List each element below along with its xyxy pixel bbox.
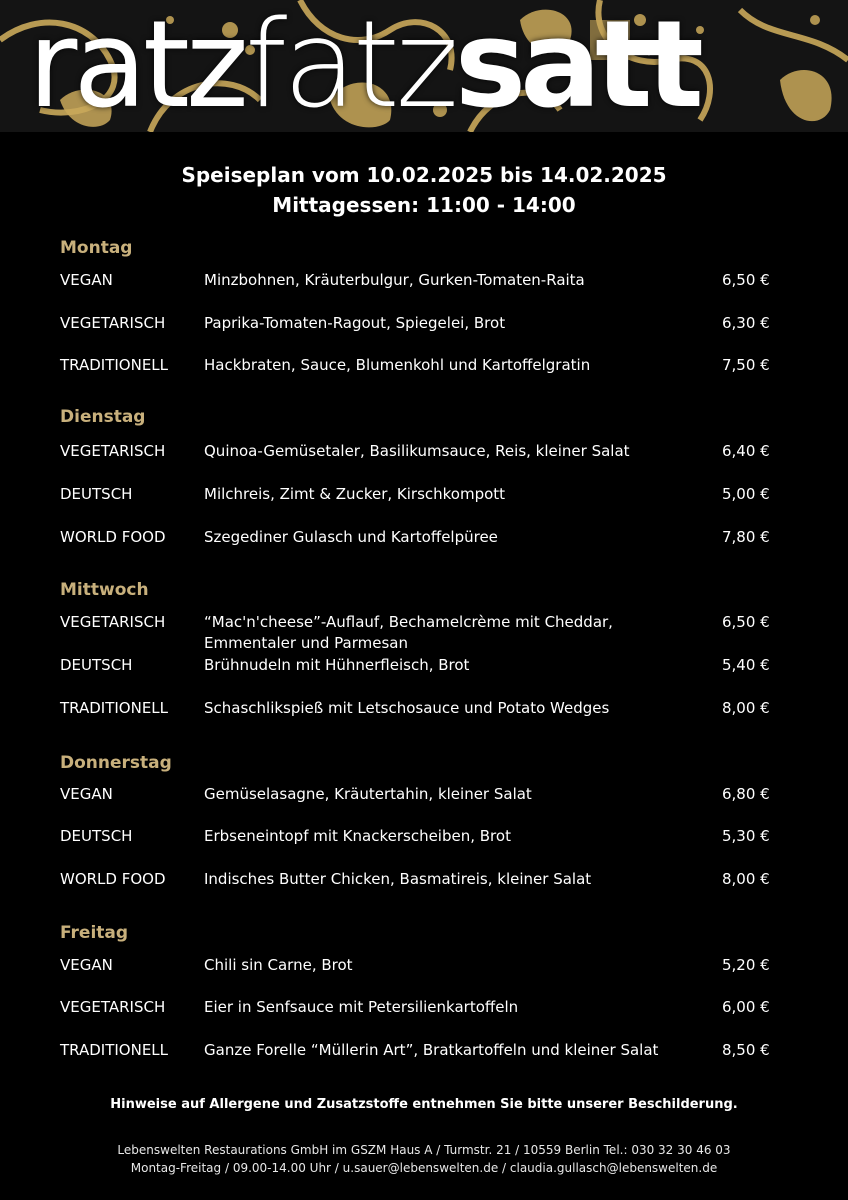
menu-price: 8,00 € [722,870,770,888]
menu-category: WORLD FOOD [60,528,166,546]
menu-category: VEGETARISCH [60,314,166,332]
menu-price: 6,50 € [722,613,770,631]
menu-price: 7,80 € [722,528,770,546]
menu-price: 8,50 € [722,1041,770,1059]
menu-dish: Quinoa-Gemüsetaler, Basilikumsauce, Reis, kleiner Salat [204,442,630,460]
menu-dish: Eier in Senfsauce mit Petersilienkartoffeln [204,998,519,1016]
menu-price: 6,00 € [722,998,770,1016]
menu-dish: Ganze Forelle “Müllerin Art”, Bratkartoffeln und kleiner Salat [204,1041,659,1059]
day-heading-freitag: Freitag [60,923,129,943]
menu-dish: Brühnudeln mit Hühnerfleisch, Brot [204,656,470,674]
menu-category: DEUTSCH [60,656,133,674]
menu-dish: Minzbohnen, Kräuterbulgur, Gurken-Tomaten-Raita [204,271,585,289]
logo-fatz: fatz [244,0,455,132]
allergen-notice: Hinweise auf Allergene und Zusatzstoffe entnehmen Sie bitte unserer Beschilderung. [110,1097,738,1112]
menu-price: 5,30 € [722,827,770,845]
header-banner [0,0,848,132]
menu-price: 6,50 € [722,271,770,289]
menu-category: VEGETARISCH [60,442,166,460]
footer-address: Lebenswelten Restaurations GmbH im GSZM Haus A / Turmstr. 21 / 10559 Berlin Tel.: 030 32 30 46 03 [117,1143,731,1157]
menu-category: VEGETARISCH [60,998,166,1016]
logo-ratz: ratz [28,0,245,132]
logo-satt: satt [454,0,698,132]
menu-dish: Erbseneintopf mit Knackerscheiben, Brot [204,827,511,845]
menu-category: VEGAN [60,785,113,803]
menu-dish: Milchreis, Zimt & Zucker, Kirschkompott [204,485,506,503]
menu-price: 6,30 € [722,314,770,332]
menu-subtitle: Mittagessen: 11:00 - 14:00 [272,193,576,217]
day-heading-montag: Montag [60,238,133,258]
menu-category: WORLD FOOD [60,870,166,888]
menu-category: TRADITIONELL [60,699,169,717]
menu-dish: Paprika-Tomaten-Ragout, Spiegelei, Brot [204,314,506,332]
menu-dish: Szegediner Gulasch und Kartoffelpüree [204,528,498,546]
menu-price: 5,40 € [722,656,770,674]
menu-category: TRADITIONELL [60,356,169,374]
menu-price: 8,00 € [722,699,770,717]
footer-contact: Montag-Freitag / 09.00-14.00 Uhr / u.sauer@lebenswelten.de / claudia.gullasch@lebenswelten.de [130,1161,718,1175]
day-heading-mittwoch: Mittwoch [60,580,149,600]
menu-category: VEGETARISCH [60,613,166,631]
brand-logo [28,2,698,130]
menu-price: 5,00 € [722,485,770,503]
menu-price: 5,20 € [722,956,770,974]
menu-category: VEGAN [60,956,113,974]
menu-category: DEUTSCH [60,827,133,845]
menu-dish: Schaschlikspieß mit Letschosauce und Potato Wedges [204,699,610,717]
menu-category: TRADITIONELL [60,1041,169,1059]
day-heading-dienstag: Dienstag [60,407,146,427]
menu-category: VEGAN [60,271,113,289]
menu-dish: Indisches Butter Chicken, Basmatireis, kleiner Salat [204,870,592,888]
menu-dish: “Mac'n'cheese”-Auflauf, Bechamelcrème mit Cheddar, Emmentaler und Parmesan [204,613,613,652]
menu-dish: Hackbraten, Sauce, Blumenkohl und Kartoffelgratin [204,356,591,374]
menu-price: 6,40 € [722,442,770,460]
day-heading-donnerstag: Donnerstag [60,753,172,773]
menu-title: Speiseplan vom 10.02.2025 bis 14.02.2025 [181,163,667,187]
menu-price: 7,50 € [722,356,770,374]
menu-category: DEUTSCH [60,485,133,503]
menu-dish: Chili sin Carne, Brot [204,956,353,974]
menu-dish: Gemüselasagne, Kräutertahin, kleiner Salat [204,785,532,803]
menu-price: 6,80 € [722,785,770,803]
